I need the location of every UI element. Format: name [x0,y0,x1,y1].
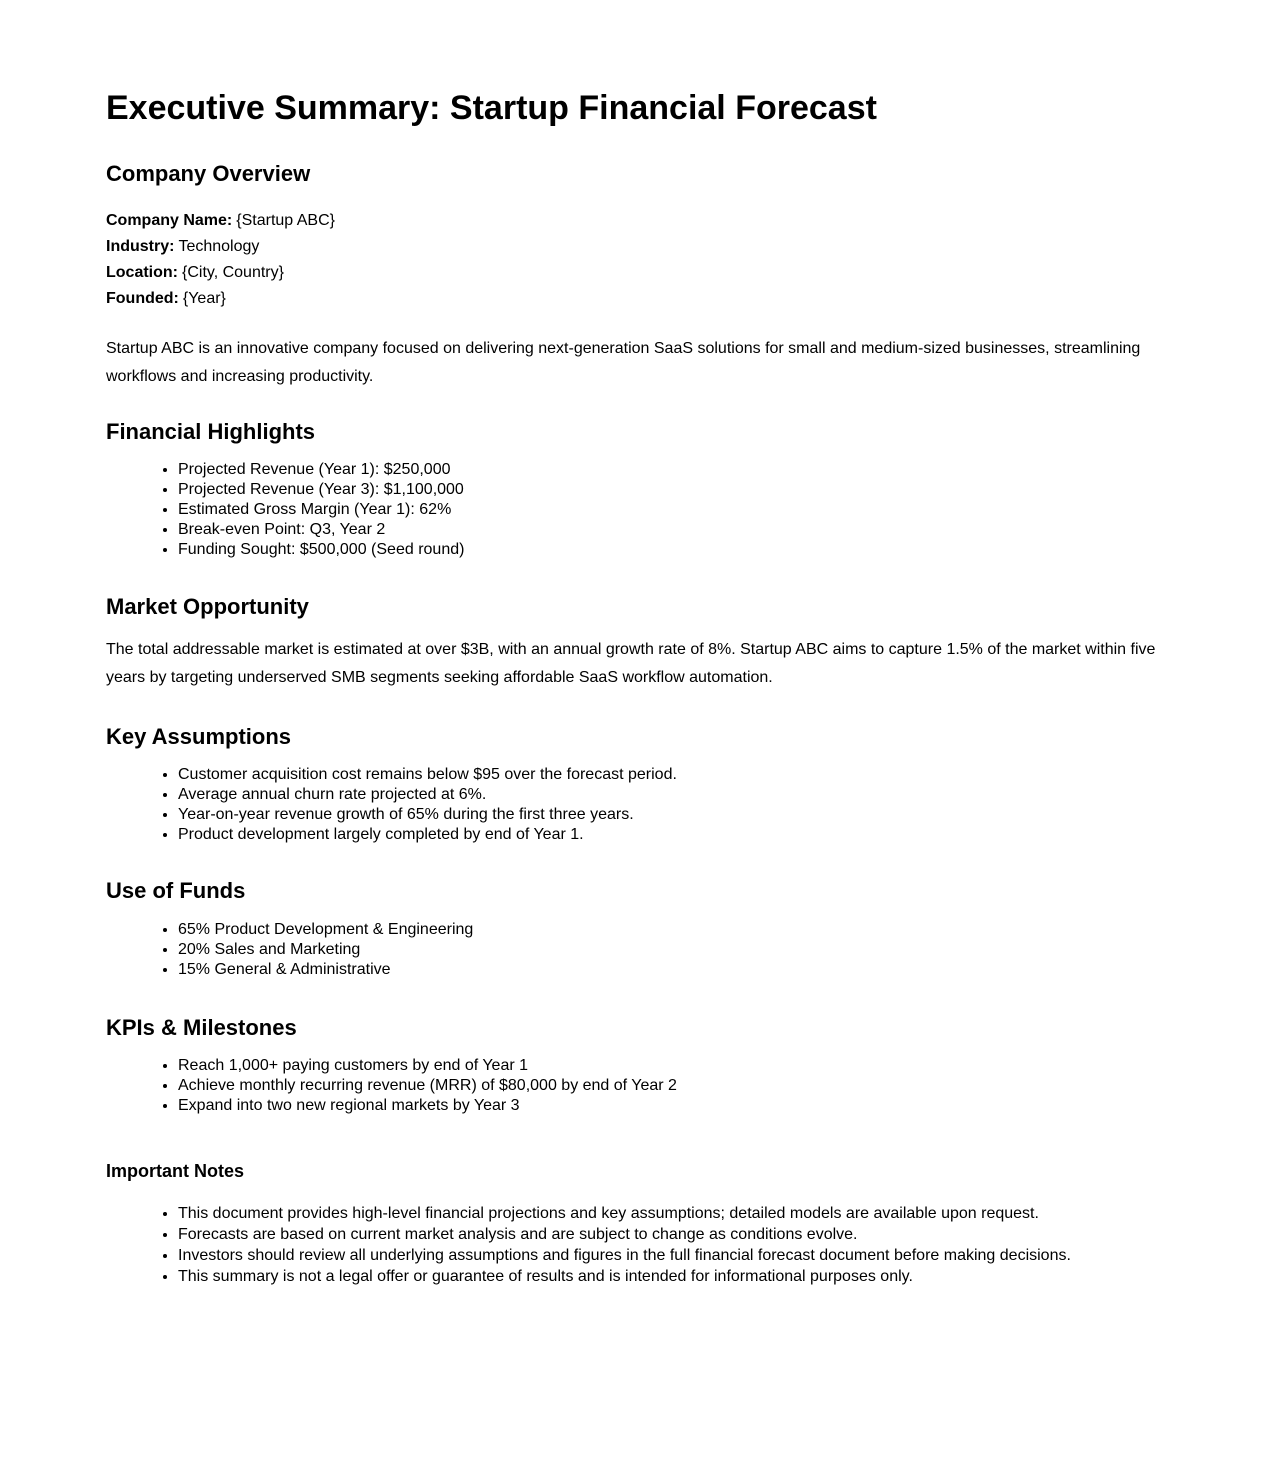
list-item: • Projected Revenue (Year 1): $250,000 [178,460,1157,480]
market-opportunity-paragraph: The total addressable market is estimated at over $3B, with an annual growth rate of 8%. Startup ABC aims to capture 1.5% of the market within five years by targeting underserved SMB segments seeking affordable SaaS workflow automation. [106,640,1156,686]
important-notes-list [106,1203,1157,1287]
list-item: • This document provides high-level financial projections and key assumptions; detailed models are available upon request. [178,1203,1157,1224]
section-heading-company-overview: Company Overview [106,160,311,186]
field-company-name [106,208,1157,234]
list-item: • Year-on-year revenue growth of 65% during the first three years. [178,805,1157,825]
section-heading-key-assumptions: Key Assumptions [106,723,292,749]
field-value-company-name: {Startup ABC} [236,212,335,230]
list-item: • Investors should review all underlying assumptions and figures in the full financial forecast document before making decisions. [178,1245,1157,1266]
list-item: • 65% Product Development & Engineering [178,920,1157,940]
field-value-location: {City, Country} [182,264,284,282]
company-description: Startup ABC is an innovative company focused on delivering next-generation SaaS solutions for small and medium-sized businesses, streamlining workflows and increasing productivity. [106,340,1141,386]
use-of-funds-list [106,920,1157,980]
kpis-milestones-list [106,1056,1157,1116]
section-heading-important-notes: Important Notes [106,1161,245,1182]
list-item: • Achieve monthly recurring revenue (MRR) of $80,000 by end of Year 2 [178,1076,1157,1096]
field-label-company-name: Company Name: [106,212,233,230]
field-location [106,260,1157,286]
list-item: • Reach 1,000+ paying customers by end of Year 1 [178,1056,1157,1076]
list-item: • Customer acquisition cost remains below $95 over the forecast period. [178,765,1157,785]
company-info-fields [106,208,1157,312]
field-label-industry: Industry: [106,238,175,256]
financial-highlights-list [106,460,1157,560]
list-item: • Break-even Point: Q3, Year 2 [178,520,1157,540]
key-assumptions-list [106,765,1157,845]
section-heading-market-opportunity: Market Opportunity [106,593,309,619]
list-item: • 15% General & Administrative [178,960,1157,980]
section-heading-kpis-milestones: KPIs & Milestones [106,1014,297,1040]
field-value-industry: Technology [178,238,260,256]
section-heading-use-of-funds: Use of Funds [106,878,246,904]
field-value-founded: {Year} [182,290,226,308]
list-item: • Projected Revenue (Year 3): $1,100,000 [178,480,1157,500]
list-item: • This summary is not a legal offer or guarantee of results and is intended for informational purposes only. [178,1266,1157,1287]
list-item: • Estimated Gross Margin (Year 1): 62% [178,500,1157,520]
field-label-location: Location: [106,264,178,282]
list-item: • Product development largely completed by end of Year 1. [178,825,1157,845]
list-item: • Funding Sought: $500,000 (Seed round) [178,540,1157,560]
section-heading-financial-highlights: Financial Highlights [106,419,316,445]
list-item: • Forecasts are based on current market analysis and are subject to change as conditions evolve. [178,1224,1157,1245]
field-label-founded: Founded: [106,290,179,308]
list-item: • 20% Sales and Marketing [178,940,1157,960]
document-page [0,88,1263,1347]
list-item: • Expand into two new regional markets by Year 3 [178,1096,1157,1116]
list-item: • Average annual churn rate projected at 6%. [178,785,1157,805]
page-title: Executive Summary: Startup Financial Forecast [106,89,877,127]
field-industry [106,234,1157,260]
field-founded [106,286,1157,312]
